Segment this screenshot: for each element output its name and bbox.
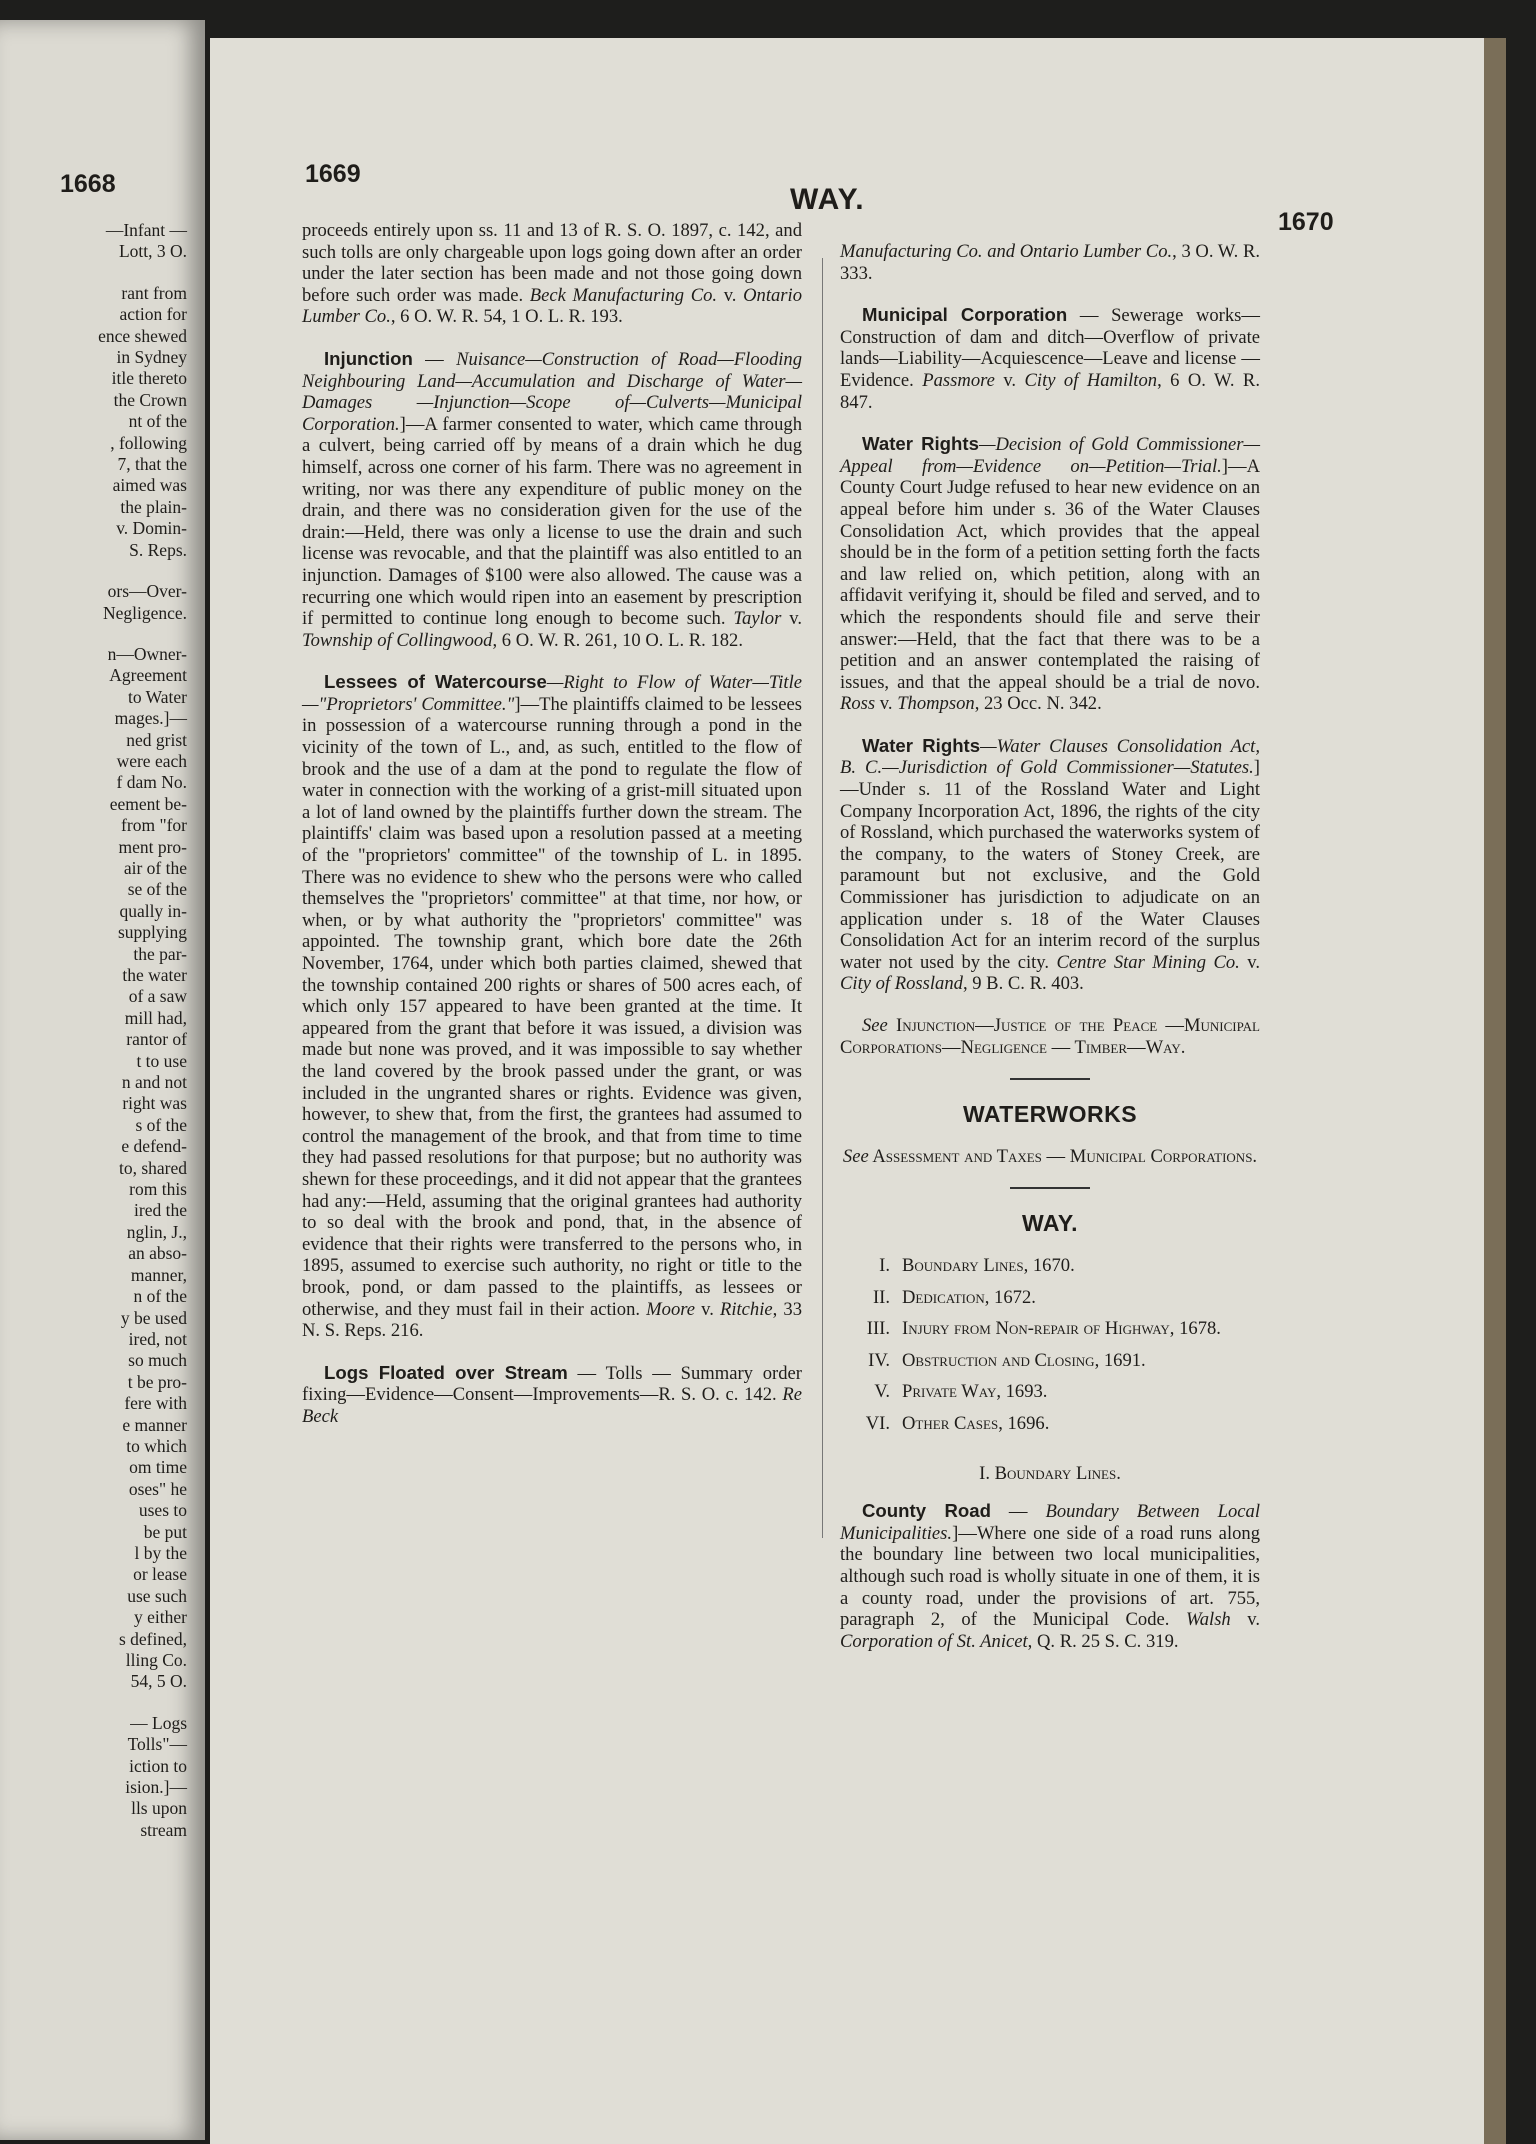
left-page-number: 1668 [60,170,116,198]
entry-continuation: proceeds entirely upon ss. 11 and 13 of R. S. O. 1897, c. 142, and such tolls are only chargeable upon logs going down after an order under the later section has been made and not those going down before such order was made. Beck Manufacturing Co. v. Ontario Lumber Co., 6 O. W. R. 54, 1 O. L. R. 193. [302,220,802,328]
fragment-line: aimed was [112,475,187,496]
fragment-line: Lott, 3 O. [118,241,187,262]
fragment-line: ors—Over- [107,581,187,602]
fragment-line: ired the [134,1200,187,1221]
fragment-line: nt of the [128,411,187,432]
left-page-fragment [0,20,205,2140]
fragment-line: supplying [117,922,187,943]
section-divider [1010,1078,1090,1080]
fragment-line: uses to [138,1500,187,1521]
entry-county-road: County Road — Boundary Between Local Municipalities.]—Where one side of a road runs along the boundary line between two local municipalities, although such road is wholly situate in one of them, it is a county road, under the provisions of art. 755, paragraph 2, of the Municipal Code. Walsh v. Corporation of St. Anicet, Q. R. 25 S. C. 319. [840,1500,1261,1652]
see-also-waterworks: See Assessment and Taxes — Municipal Corporations. [842,1145,1258,1167]
toc-number: III. [866,1318,890,1340]
fragment-line: eement be- [109,793,187,814]
fragment-line [17,561,187,581]
toc-number: VI. [865,1412,890,1434]
toc-text: Private Way, 1693. [902,1381,1048,1403]
fragment-line: ired, not [128,1328,187,1349]
fragment-line: s defined, [118,1628,187,1649]
fragment-line: nglin, J., [126,1221,187,1242]
fragment-line: or lease [133,1564,187,1585]
fragment-line: lls upon [131,1798,187,1819]
fragment-line: the plain- [120,496,187,517]
fragment-line: n—Owner- [107,643,187,664]
fragment-line: from "for [121,815,187,836]
fragment-line: lling Co. [125,1650,187,1670]
fragment-line [17,263,187,283]
toc-entry [840,1255,1260,1277]
fragment-line: mill had, [124,1007,187,1028]
fragment-line: to Water [127,686,187,707]
toc-text: Other Cases, 1696. [902,1412,1050,1434]
fragment-line: Tolls"— [127,1734,187,1755]
fragment-line: be put [143,1521,187,1542]
fragment-line: n of the [133,1286,187,1307]
fragment-line: t to use [136,1050,187,1071]
fragment-line: iction to [129,1755,187,1776]
toc-entry [840,1287,1260,1309]
fragment-line: ence shewed [98,325,187,346]
fragment-line: of a saw [128,986,187,1007]
fragment-line: the par- [133,943,187,964]
fragment-line: manner, [130,1264,187,1285]
fragment-line: in Sydney [116,347,187,368]
entry-water-rights-1: Water Rights—Decision of Gold Commissioner—Appeal from—Evidence on—Petition—Trial.]—A County Court Judge refused to hear new evidence on an appeal before him under s. 36 of the Water Clauses Consolidation Act, which provides that the appeal should be in the form of a petition setting forth the facts and law relied on, which petition, along with an affidavit verifying it, should be filed and served, and to which the respondents should file and serve their answer:—Held, that the fact that there was to be a petition and an answer contemplated the raising of issues, and that the appeal should be a trial de novo. Ross v. Thompson, 23 Occ. N. 342. [840,433,1260,715]
entry-water-rights-2: Water Rights—Water Clauses Consolidation Act, B. C.—Jurisdiction of Gold Commissioner—Statutes.]—Under s. 11 of the Rossland Water and Light Company Incorporation Act, 1896, the rights of the city of Rossland, which purchased the waterworks system of the company, to the waters of Stoney Creek, are paramount but not exclusive, and the Gold Commissioner has jurisdiction to adjudicate on an application under s. 18 of the Water Clauses Consolidation Act for an interim record of the surplus water not used by the city. Centre Star Mining Co. v. City of Rossland, 9 B. C. R. 403. [840,734,1260,995]
right-column [840,241,1260,1672]
toc-entry [840,1381,1260,1403]
fragment-line: y be used [120,1307,187,1328]
section-title-way: WAY. [1021,1210,1079,1237]
subsection-heading: I. Boundary Lines. [979,1462,1121,1484]
fragment-line: to which [126,1435,187,1456]
fragment-line: t be pro- [127,1371,187,1392]
fragment-line: fere with [124,1393,187,1414]
fragment-line: 7, that the [117,454,187,475]
entry-logs-floated: Logs Floated over Stream — Tolls — Summary order fixing—Evidence—Consent—Improvements—R. S. O. c. 142. Re Beck [302,1361,802,1427]
entry-continuation-right: Manufacturing Co. and Ontario Lumber Co., 3 O. W. R. 333. [840,241,1260,284]
fragment-line: 54, 5 O. [130,1671,187,1692]
entry-lessees-of-watercourse: Lessees of Watercourse—Right to Flow of Water—Title—"Proprietors' Committee."]—The plaintiffs claimed to be lessees in possession of a watercourse running through a pond in the vicinity of the town of L., and, as such, entitled to the flow of brook and the use of a dam at the pond to regulate the flow of water in connection with the working of a grist-mill situated upon a lot of land owned by the plaintiffs further down the stream. The plaintiffs' claim was based upon a resolution passed at a meeting of the "proprietors' committee" of the township of L. in 1895. There was no evidence to shew who the persons were who called themselves the "proprietors' committee" at that time, nor how, or when, or by what authority the "proprietors' committee" was appointed. The township grant, which bore date the 26th November, 1764, under which both parties claimed, shewed that the township contained 200 rights or shares of 500 acres each, of which only 157 appeared to have been granted at the time. It appeared from the grant that before it was issued, a division was made but none was proved, and it was impossible to say whether the land covered by the brook passed under the grant, or was included in the ungranted shares or rights. Evidence was given, however, to shew that, from the first, the grantees had assumed to control the management of the brook, and that from time to time they had passed resolutions for that purpose; but no authority was shewn for these proceedings, and it did not appear that the grantees had any:—Held, assuming that the original grantees had authority to so deal with the brook and pond, that, in the absence of evidence that their rights were transferred to the persons who, in 1895, assumed to exercise such authority, no right or title to the brook, pond, or dam passed to the plaintiffs, as lessees or otherwise, and they must fail in their action. Moore v. Ritchie, 33 N. S. Reps. 216. [302,671,802,1342]
section-divider [1010,1187,1090,1189]
fragment-line: oses" he [128,1478,187,1499]
fragment-line: y either [134,1607,187,1628]
page-number-right: 1670 [1278,208,1334,236]
fragment-line: S. Reps. [129,539,187,560]
fragment-line [17,624,187,644]
entry-injunction: Injunction — Nuisance—Construction of Road—Flooding Neighbouring Land—Accumulation and Discharge of Water—Damages —Injunction—Scope of—Culverts—Municipal Corporation.]—A farmer consented to water, which came through a culvert, being carried off by means of a drain which he dug himself, across one corner of his farm. There was no agreement in writing, nor was there any expenditure of public money on the drain, and there was no consideration given for the use of the drain:—Held, there was only a license to use the drain and such license was revocable, and that the plaintiff was also entitled to an injunction. Damages of $100 were also allowed. The cause was a recurring one which would ripen into an easement by prescription if permitted to continue long enough to become such. Taylor v. Township of Collingwood, 6 O. W. R. 261, 10 O. L. R. 182. [302,347,802,651]
fragment-line: rom this [129,1179,187,1200]
column-rule [822,258,823,1538]
fragment-line: were each [116,750,187,771]
page-number-left: 1669 [305,160,361,188]
fragment-line: l by the [134,1542,187,1563]
toc-number: V. [874,1381,890,1403]
toc-entry [840,1350,1260,1372]
toc-text: Dedication, 1672. [902,1286,1036,1308]
fragment-line: rantor of [126,1029,187,1050]
toc-entry [840,1413,1260,1435]
table-of-contents [840,1255,1260,1435]
toc-number: II. [872,1286,890,1308]
fragment-line: f dam No. [116,772,187,793]
fragment-line: —Infant — [105,220,187,240]
fragment-line: ment pro- [118,836,187,857]
fragment-line: n and not [121,1072,187,1093]
fragment-line: action for [119,304,187,325]
toc-text: Injury from Non-repair of Highway, 1678. [902,1318,1221,1340]
fragment-line: e manner [122,1414,187,1435]
fragment-line: itle thereto [111,368,187,389]
toc-text: Obstruction and Closing, 1691. [902,1349,1146,1371]
fragment-line: v. Domin- [116,518,187,539]
toc-entry [840,1318,1260,1340]
left-page-text-fragments [17,220,187,1841]
fragment-line: to, shared [118,1157,187,1178]
main-page [210,38,1506,2144]
fragment-line: so much [128,1350,187,1371]
page-edge [1484,38,1506,2144]
fragment-line: Negligence. [102,602,187,623]
fragment-line: , following [110,432,187,453]
fragment-line: air of the [123,857,187,878]
fragment-line: Agreement [109,665,187,686]
toc-number: I. [879,1254,890,1276]
fragment-line: s of the [135,1114,187,1135]
entry-municipal-corporation: Municipal Corporation — Sewerage works—Construction of dam and ditch—Overflow of private lands—Liability—Acquiescence—Leave and license — Evidence. Passmore v. City of Hamilton, 6 O. W. R. 847. [840,304,1260,413]
fragment-line: mages.]— [114,708,187,729]
toc-number: IV. [868,1349,890,1371]
fragment-line [17,1693,187,1713]
running-head: WAY. [790,183,865,216]
fragment-line: an abso- [128,1243,187,1264]
fragment-line: om time [129,1457,187,1478]
left-column [302,220,802,1447]
fragment-line: rant from [121,282,187,303]
fragment-line: ned grist [126,729,187,750]
see-also-way: See Injunction—Justice of the Peace —Municipal Corporations—Negligence — Timber—Way. [840,1015,1260,1058]
fragment-line: right was [122,1093,187,1114]
fragment-line: ision.]— [125,1777,187,1798]
fragment-line: stream [140,1819,187,1840]
fragment-line: se of the [127,879,187,900]
fragment-line: the water [122,965,187,985]
section-title-waterworks: WATERWORKS [962,1101,1138,1128]
fragment-line: — Logs [130,1712,187,1733]
fragment-line: use such [127,1585,187,1606]
fragment-line: the Crown [113,389,187,410]
toc-text: Boundary Lines, 1670. [902,1254,1075,1276]
fragment-line: e defend- [121,1136,187,1157]
fragment-line: qually in- [119,900,187,921]
